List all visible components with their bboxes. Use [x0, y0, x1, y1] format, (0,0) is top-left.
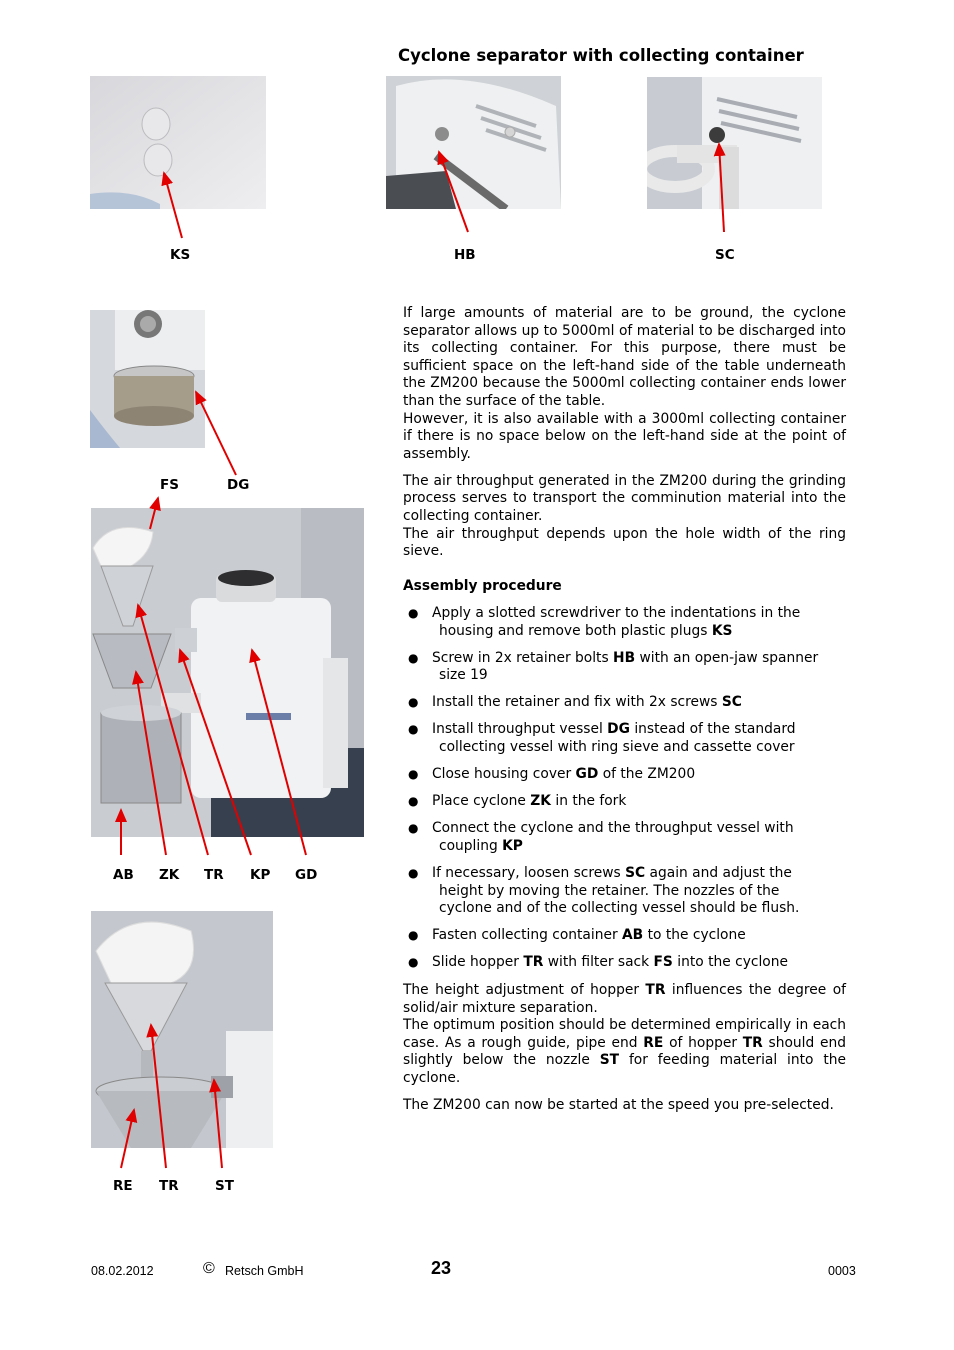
bullet-icon: ● — [408, 767, 419, 782]
list-item: ● Fasten collecting container AB to the cyclone — [408, 927, 746, 944]
bullet-icon: ● — [408, 866, 419, 881]
list-item: ● Install throughput vessel DG instead of the standard collecting vessel with ring sieve and cassette cover — [408, 721, 796, 756]
list-item: ● Screw in 2x retainer bolts HB with an open-jaw spanner size 19 — [408, 649, 819, 684]
closing-paragraph-2: The optimum position should be determined empirically in each case. As a rough guide, pipe end RE of hopper TR should end slightly below the nozzle ST for feeding material into the cyclone. — [403, 1017, 847, 1086]
photo-retainer-bolts — [386, 76, 561, 209]
bullet-icon: ● — [408, 821, 419, 836]
label-ks: KS — [170, 247, 191, 263]
bullet-icon: ● — [408, 695, 419, 710]
photo-hopper-nozzle — [91, 911, 273, 1148]
page-number: 23 — [431, 1258, 452, 1278]
bullet-icon: ● — [408, 955, 419, 970]
label-tr: TR — [204, 867, 224, 883]
assembly-steps — [403, 605, 853, 982]
closing-block — [403, 982, 846, 1115]
list-item: ● Connect the cyclone and the throughput vessel with coupling KP — [408, 820, 794, 854]
bullet-icon: ● — [408, 928, 419, 943]
bullet-icon: ● — [408, 794, 419, 809]
assembly-heading: Assembly procedure — [403, 578, 562, 594]
footer-code: 0003 — [828, 1264, 856, 1278]
list-item: ● Apply a slotted screwdriver to the indentations in the housing and remove both plastic plugs KS — [408, 605, 801, 639]
intro-paragraph-1b: However, it is also available with a 3000ml collecting container if there is no space below on the left-hand side at the point of assembly. — [403, 410, 846, 462]
bullet-icon: ● — [408, 650, 419, 665]
photo-plastic-plugs — [90, 76, 266, 209]
label-zk: ZK — [159, 867, 180, 883]
footer-date: 08.02.2012 — [91, 1264, 154, 1278]
label-fs: FS — [160, 477, 179, 493]
label-st: ST — [215, 1178, 234, 1194]
intro-block — [403, 305, 846, 561]
page-title: Cyclone separator with collecting container — [398, 46, 804, 65]
photo-cyclone-assembly — [91, 508, 364, 837]
intro-paragraph-2b: The air throughput depends upon the hole width of the ring sieve. — [403, 525, 846, 560]
list-item: ● If necessary, loosen screws SC again and adjust the height by moving the retainer. The nozzles of the cyclone and of the collecting vessel should be flush. — [408, 865, 800, 917]
photo-throughput-vessel — [90, 310, 205, 448]
bullet-icon: ● — [408, 606, 419, 620]
footer-company: Retsch GmbH — [225, 1264, 304, 1278]
list-item: ● Slide hopper TR with filter sack FS into the cyclone — [408, 954, 788, 971]
label-re: RE — [113, 1178, 133, 1194]
label-kp: KP — [250, 867, 271, 883]
copyright-icon: © — [203, 1260, 215, 1277]
photo-retainer-screws — [647, 77, 822, 209]
label-dg: DG — [227, 477, 250, 493]
label-hb: HB — [454, 247, 476, 263]
label-sc: SC — [715, 247, 735, 263]
label-tr-2: TR — [159, 1178, 179, 1194]
closing-paragraph-3: The ZM200 can now be started at the speed you pre-selected. — [403, 1097, 834, 1114]
intro-paragraph-1: If large amounts of material are to be ground, the cyclone separator allows up to 5000ml of material to be discharged into its collecting container. For this purpose, there must be sufficient space on the left-hand side of the table underneath the ZM200 because the 5000ml collecting container ends lower than the surface of the table. — [403, 305, 846, 409]
list-item: ● Install the retainer and fix with 2x screws SC — [408, 694, 742, 711]
intro-paragraph-2: The air throughput generated in the ZM200 during the grinding process serves to transport the comminution material into the collecting container. — [403, 472, 846, 525]
list-item: ● Place cyclone ZK in the fork — [408, 793, 627, 810]
closing-paragraph-1: The height adjustment of hopper TR influences the degree of solid/air mixture separation. — [403, 982, 846, 1016]
label-gd: GD — [295, 867, 318, 883]
list-item: ● Close housing cover GD of the ZM200 — [408, 766, 696, 783]
label-ab: AB — [113, 867, 134, 883]
bullet-icon: ● — [408, 722, 419, 737]
